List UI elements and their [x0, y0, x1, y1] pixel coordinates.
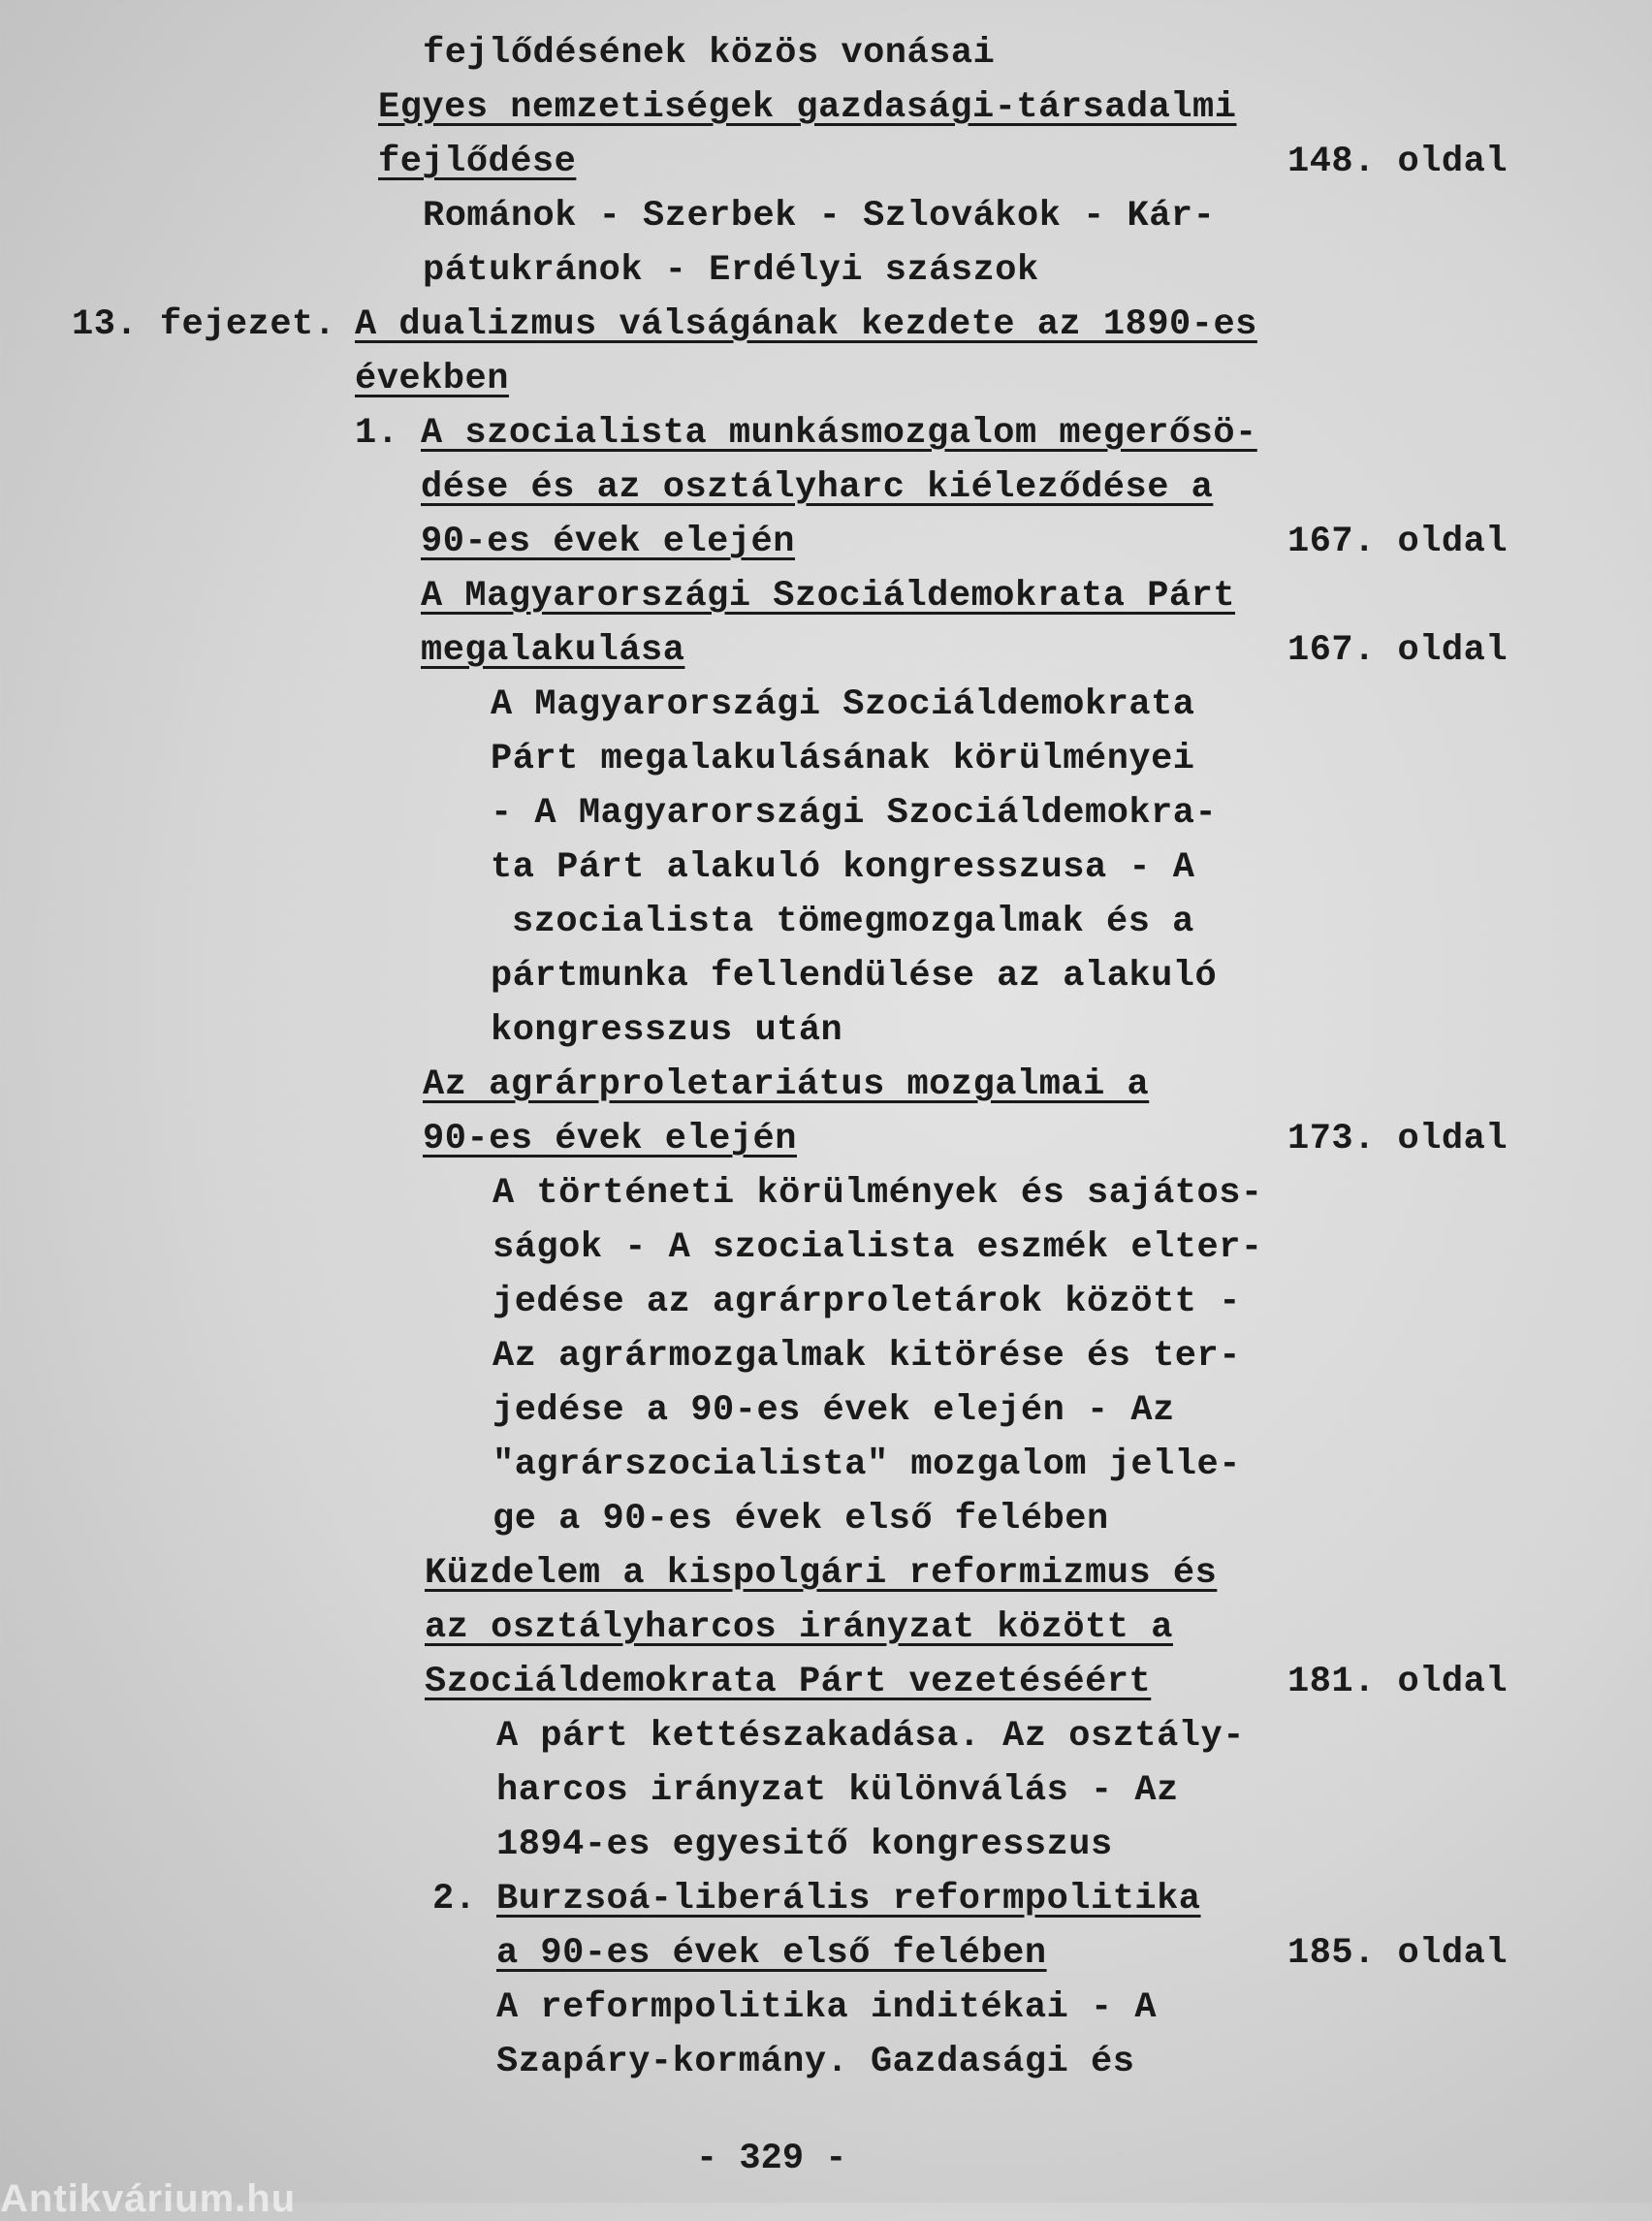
- page-number: - 329 -: [696, 2139, 847, 2179]
- toc-heading: Egyes nemzetiségek gazdasági-társadalmi: [378, 87, 1237, 128]
- page-reference: 173. oldal: [1287, 1119, 1509, 1159]
- subsection-title: megalakulása: [421, 630, 685, 671]
- toc-line: ta Párt alakuló kongresszusa - A: [491, 847, 1195, 888]
- toc-line: jedése a 90-es évek elején - Az: [492, 1390, 1175, 1431]
- section-title: dése és az osztályharc kiéleződése a: [421, 467, 1214, 508]
- page-reference: 185. oldal: [1287, 1933, 1509, 1974]
- toc-line: pátukránok - Erdélyi szászok: [423, 250, 1039, 291]
- page-reference: 181. oldal: [1287, 1662, 1509, 1702]
- page-reference: 148. oldal: [1287, 142, 1509, 182]
- toc-line: jedése az agrárproletárok között -: [492, 1282, 1241, 1322]
- subsection-title: Az agrárproletariátus mozgalmai a: [423, 1064, 1150, 1105]
- section-title: a 90-es évek első felében: [496, 1933, 1047, 1974]
- toc-line: A Magyarországi Szociáldemokrata: [491, 684, 1195, 725]
- toc-line: harcos irányzat különválás - Az: [496, 1770, 1179, 1811]
- subsection-title: 90-es évek elején: [423, 1119, 797, 1159]
- chapter-title: években: [355, 359, 509, 399]
- subsection-title: Szociáldemokrata Párt vezetéséért: [425, 1662, 1152, 1702]
- toc-line: pártmunka fellendülése az alakuló: [491, 956, 1218, 997]
- toc-line: Az agrármozgalmak kitörése és ter-: [492, 1336, 1241, 1377]
- toc-line: fejlődésének közös vonásai: [423, 33, 996, 74]
- toc-line: A reformpolitika inditékai - A: [496, 1987, 1158, 2028]
- subsection-title: A Magyarországi Szociáldemokrata Párt: [421, 576, 1236, 617]
- section-title: A szocialista munkásmozgalom megerősö-: [421, 413, 1257, 454]
- toc-line: A történeti körülmények és sajátos-: [492, 1173, 1263, 1214]
- page-reference: 167. oldal: [1287, 630, 1509, 671]
- toc-line: "agrárszocialista" mozgalom jelle-: [492, 1444, 1241, 1485]
- subsection-title: Küzdelem a kispolgári reformizmus és: [425, 1553, 1218, 1594]
- toc-line: - A Magyarországi Szociáldemokra-: [491, 793, 1218, 834]
- subsection-title: az osztályharcos irányzat között a: [425, 1607, 1173, 1648]
- toc-line: kongresszus után: [491, 1010, 843, 1051]
- toc-line: Románok - Szerbek - Szlovákok - Kár-: [423, 196, 1216, 237]
- toc-line: A párt kettészakadása. Az osztály-: [496, 1716, 1245, 1757]
- watermark: Antikvárium.hu: [0, 2177, 297, 2220]
- section-number: 2.: [432, 1879, 477, 1920]
- chapter-number: 13. fejezet.: [72, 304, 336, 345]
- toc-line: ge a 90-es évek első felében: [492, 1499, 1109, 1539]
- section-title: Burzsoá-liberális reformpolitika: [496, 1879, 1201, 1920]
- toc-line: szocialista tömegmozgalmak és a: [512, 902, 1194, 942]
- toc-line: Párt megalakulásának körülményei: [491, 739, 1195, 779]
- toc-heading: fejlődése: [378, 142, 577, 182]
- page-reference: 167. oldal: [1287, 522, 1509, 562]
- section-title: 90-es évek elején: [421, 522, 795, 562]
- chapter-title: A dualizmus válságának kezdete az 1890-es: [355, 304, 1257, 345]
- toc-line: Szapáry-kormány. Gazdasági és: [496, 2042, 1135, 2082]
- toc-line: ságok - A szocialista eszmék elter-: [492, 1227, 1263, 1268]
- toc-line: 1894-es egyesitő kongresszus: [496, 1824, 1113, 1865]
- section-number: 1.: [355, 413, 399, 454]
